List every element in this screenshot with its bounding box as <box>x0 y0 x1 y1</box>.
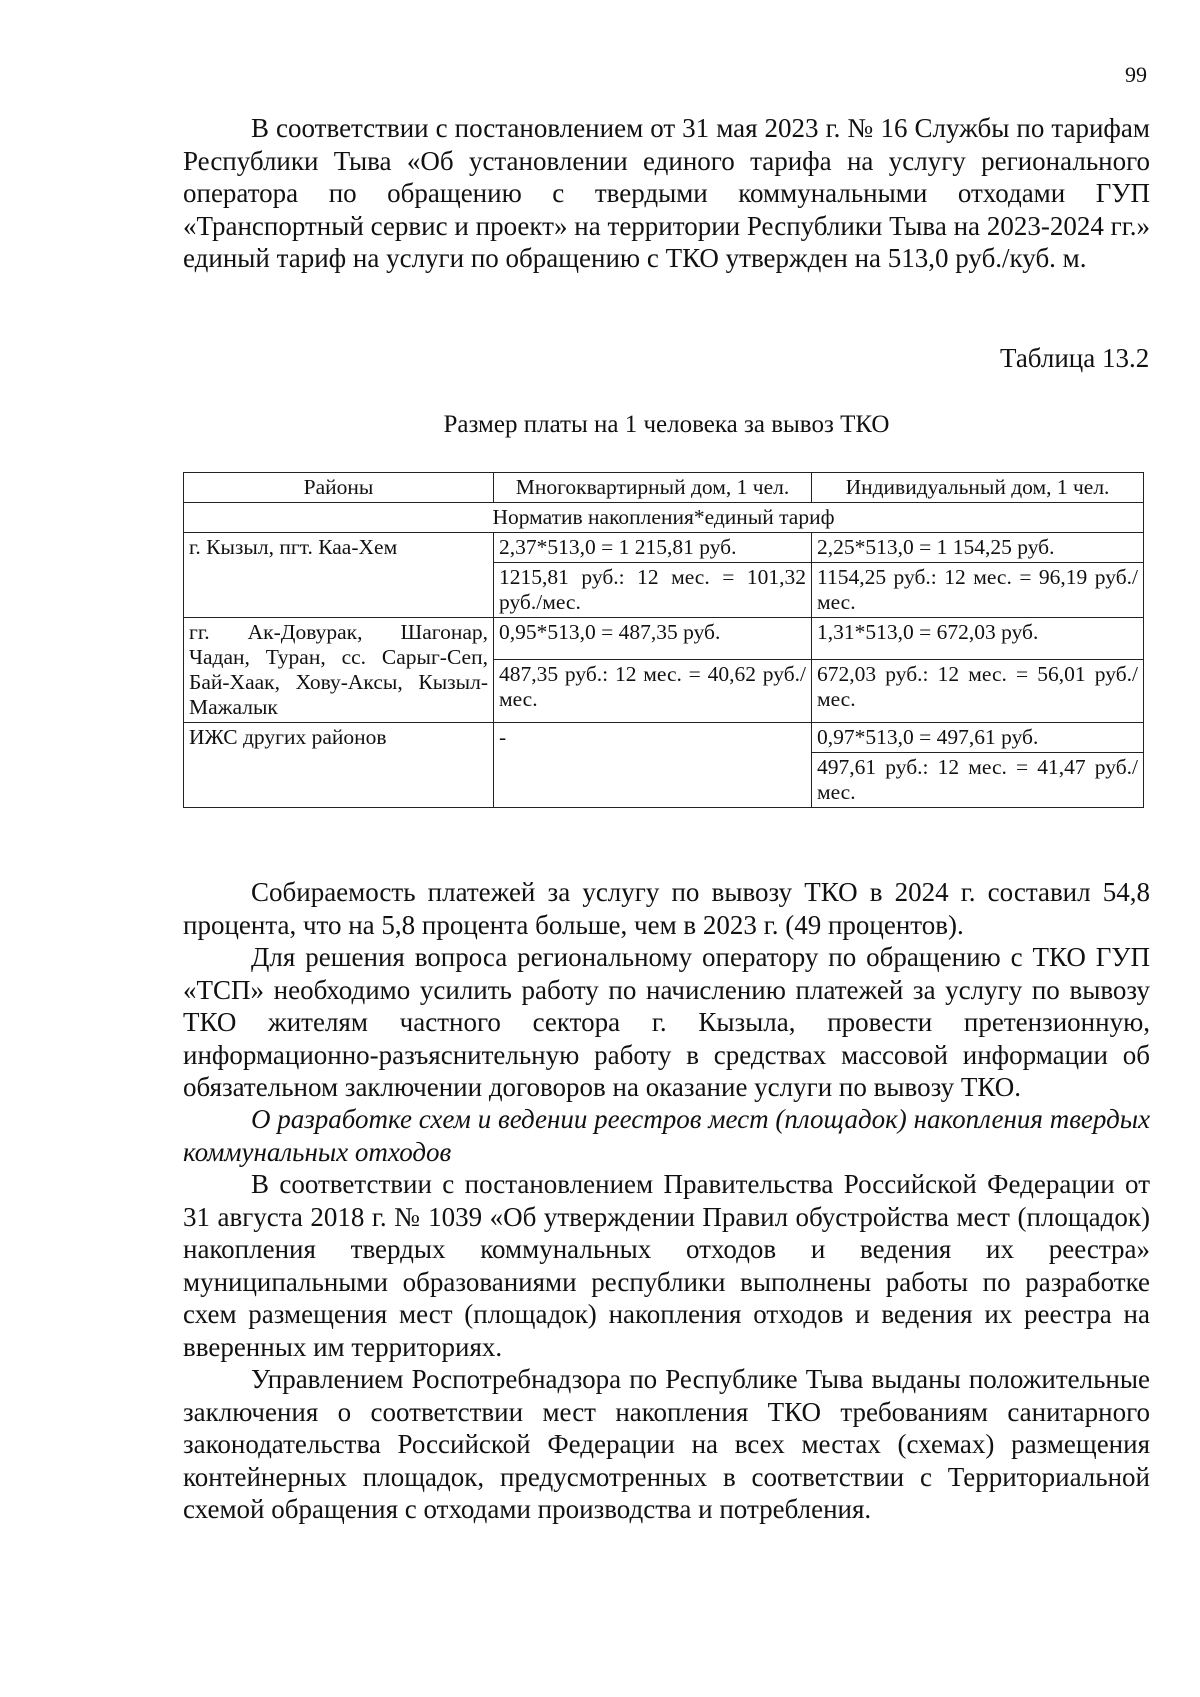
table-header-row <box>184 473 1144 503</box>
table-row <box>184 533 1144 563</box>
mkd-monthly-cell: 1215,81 руб.: 12 мес. = 101,32 руб./мес. <box>494 563 812 618</box>
header-individual: Индивидуальный дом, 1 чел. <box>812 473 1144 503</box>
mkd-formula-cell: - <box>494 723 812 808</box>
district-cell: г. Кызыл, пгт. Каа-Хем <box>184 533 494 618</box>
solution-paragraph: Для решения вопроса региональному оператору по обращению с ТКО ГУП «ТСП» необходимо усилить работу по начислению платежей за услугу по вывозу ТКО жителям частного сектора г. Кызыла, провести претензионную, информационно-разъяснительную работу в средствах массовой информации об обязательном заключении договоров на оказание услуги по вывозу ТКО. <box>183 942 1150 1102</box>
norm-row <box>184 503 1144 533</box>
table-title: Размер платы на 1 человека за вывоз ТКО <box>443 411 890 438</box>
ind-monthly-cell: 672,03 руб.: 12 мес. = 56,01 руб./мес. <box>812 660 1144 723</box>
tariff-table <box>183 472 1144 808</box>
district-cell: ИЖС других районов <box>184 723 494 808</box>
table-row <box>184 618 1144 660</box>
collection-paragraph: Собираемость платежей за услугу по вывозу ТКО в 2024 г. составил 54,8 процента, что на 5,8 процента больше, чем в 2023 г. (49 процентов). <box>183 877 1150 940</box>
norm-row-label: Норматив накопления*единый тариф <box>184 503 1144 533</box>
table-label: Таблица 13.2 <box>1000 343 1150 373</box>
intro-paragraph: В соответствии с постановлением от 31 мая 2023 г. № 16 Службы по тарифам Республики Тыва «Об установлении единого тарифа на услугу регионального оператора по обращению с твердыми коммунальными отходами ГУП «Транспортный сервис и проект» на территории Республики Тыва на 2023-2024 гг.» единый тариф на услуги по обращению с ТКО утвержден на 513,0 руб./куб. м. <box>183 113 1150 273</box>
ind-formula-cell: 1,31*513,0 = 672,03 руб. <box>812 618 1144 660</box>
mkd-formula-cell: 2,37*513,0 = 1 215,81 руб. <box>494 533 812 563</box>
mkd-monthly-cell: 487,35 руб.: 12 мес. = 40,62 руб./мес. <box>494 660 812 723</box>
rospotreb-paragraph: Управлением Роспотребнадзора по Республике Тыва выданы положительные заключения о соответствии мест накопления ТКО требованиям санитарного законодательства Российской Федерации на всех местах (схемах) размещения контейнерных площадок, предусмотренных в соответствии с Территориальной схемой обращения с отходами производства и потребления. <box>183 1364 1150 1524</box>
ind-monthly-cell: 1154,25 руб.: 12 мес. = 96,19 руб./мес. <box>812 563 1144 618</box>
header-districts: Районы <box>184 473 494 503</box>
page-number: 99 <box>1125 62 1147 87</box>
header-apartment: Многоквартирный дом, 1 чел. <box>494 473 812 503</box>
ind-formula-cell: 0,97*513,0 = 497,61 руб. <box>812 723 1144 753</box>
district-cell: гг. Ак-Довурак, Шагонар, Чадан, Туран, сс. Сарыг-Сеп, Бай-Хаак, Хову-Аксы, Кызыл-Мажалык <box>184 618 494 723</box>
mkd-formula-cell: 0,95*513,0 = 487,35 руб. <box>494 618 812 660</box>
schemes-paragraph: В соответствии с постановлением Правительства Российской Федерации от 31 августа 2018 г. № 1039 «Об утверждении Правил обустройства мест (площадок) накопления твердых коммунальных отходов и ведения их реестра» муниципальными образованиями республики выполнены работы по разработке схем размещения мест (площадок) накопления отходов и ведения их реестра на вверенных им территориях. <box>183 1169 1150 1362</box>
ind-formula-cell: 2,25*513,0 = 1 154,25 руб. <box>812 533 1144 563</box>
table-row <box>184 723 1144 753</box>
ind-monthly-cell: 497,61 руб.: 12 мес. = 41,47 руб./мес. <box>812 753 1144 808</box>
section-subheading: О разработке схем и ведении реестров мест (площадок) накопления твердых коммунальных отходов <box>183 1104 1150 1167</box>
